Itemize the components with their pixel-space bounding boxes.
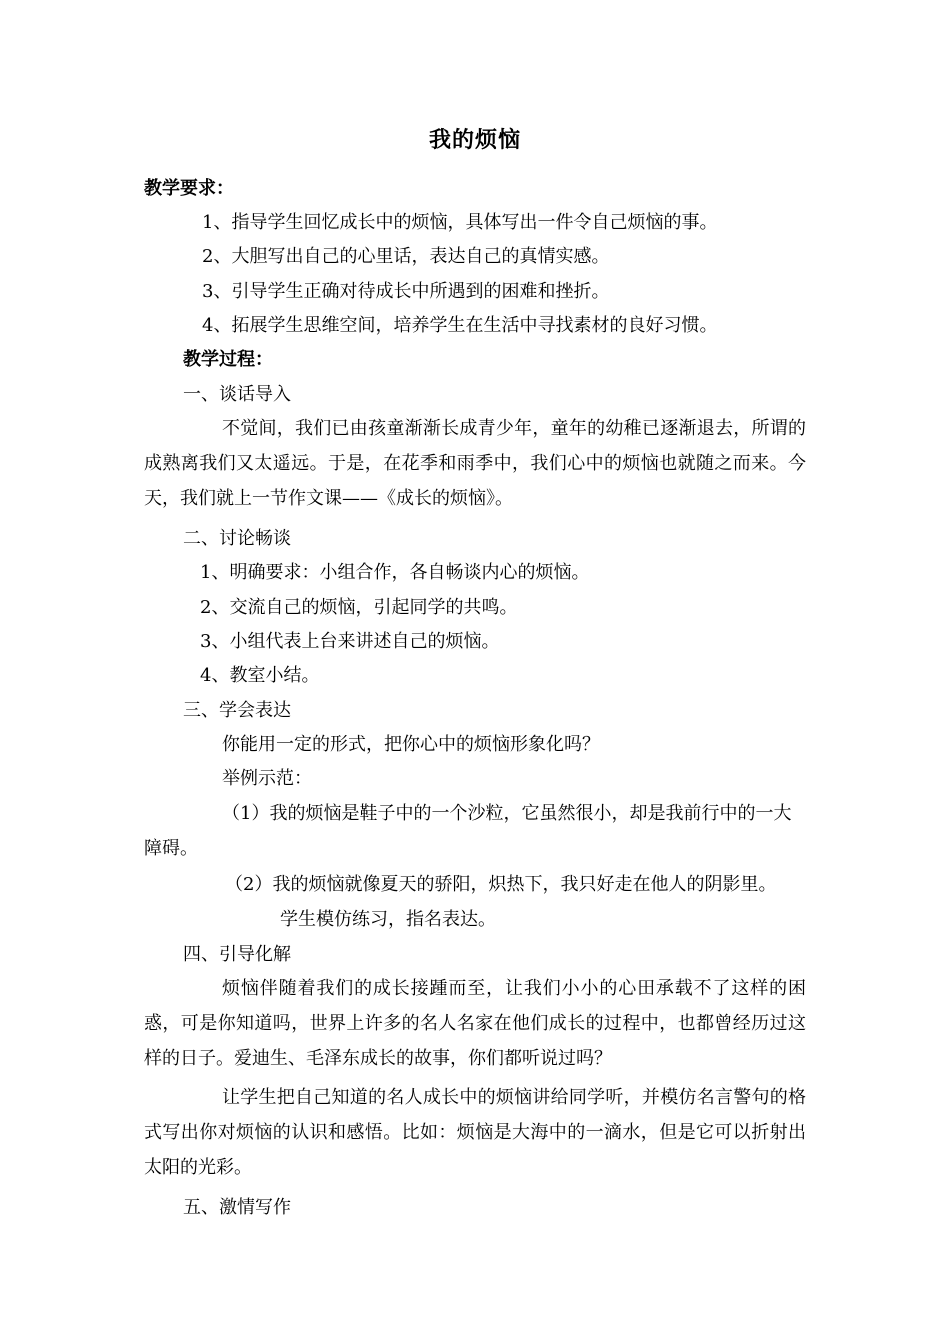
- discussion-item: 4、教室小结。: [200, 665, 320, 686]
- discussion-item: 1、明确要求：小组合作，各自畅谈内心的烦恼。: [200, 562, 590, 583]
- requirement-item: 3、引导学生正确对待成长中所遇到的困难和挫折。: [202, 281, 610, 302]
- practice-note: 学生模仿练习，指名表达。: [280, 909, 496, 930]
- example-1-continued: 障碍。: [144, 838, 198, 859]
- discussion-item: 2、交流自己的烦恼，引起同学的共鸣。: [200, 597, 518, 618]
- section-3-heading: 三、学会表达: [183, 700, 291, 721]
- section-4-heading: 四、引导化解: [183, 944, 291, 965]
- section-1-heading: 一、谈话导入: [183, 384, 291, 405]
- section-2-heading: 二、讨论畅谈: [183, 528, 291, 549]
- section-3-question: 你能用一定的形式，把你心中的烦恼形象化吗？: [222, 734, 600, 755]
- requirement-item: 1、指导学生回忆成长中的烦恼，具体写出一件令自己烦恼的事。: [202, 212, 718, 233]
- process-heading: 教学过程：: [183, 349, 273, 370]
- example-2: （2）我的烦恼就像夏天的骄阳，炽热下，我只好走在他人的阴影里。: [225, 874, 777, 895]
- example-label: 举例示范：: [222, 768, 312, 789]
- section-4-paragraph-1: 烦恼伴随着我们的成长接踵而至，让我们小小的心田承载不了这样的困惑，可是你知道吗，世界上许多的名人名家在他们成长的过程中，也都曾经历过这样的日子。爱迪生、毛泽东成长的故事，你们都听说过吗？: [144, 978, 806, 1069]
- requirements-heading: 教学要求：: [144, 178, 234, 199]
- section-4-paragraph-2: 让学生把自己知道的名人成长中的烦恼讲给同学听，并模仿名言警句的格式写出你对烦恼的认识和感悟。比如：烦恼是大海中的一滴水，但是它可以折射出太阳的光彩。: [144, 1087, 806, 1178]
- section-1-paragraph: 不觉间，我们已由孩童渐渐长成青少年，童年的幼稚已逐渐退去，所谓的成熟离我们又太遥远。于是，在花季和雨季中，我们心中的烦恼也就随之而来。今天，我们就上一节作文课——《成长的烦恼》。: [144, 418, 806, 509]
- requirement-item: 4、拓展学生思维空间，培养学生在生活中寻找素材的良好习惯。: [202, 315, 718, 336]
- example-1: （1）我的烦恼是鞋子中的一个沙粒，它虽然很小，却是我前行中的一大: [222, 803, 792, 824]
- requirement-item: 2、大胆写出自己的心里话，表达自己的真情实感。: [202, 246, 610, 267]
- discussion-item: 3、小组代表上台来讲述自己的烦恼。: [200, 631, 500, 652]
- page-title: 我的烦恼: [428, 128, 521, 153]
- section-5-heading: 五、激情写作: [183, 1197, 291, 1218]
